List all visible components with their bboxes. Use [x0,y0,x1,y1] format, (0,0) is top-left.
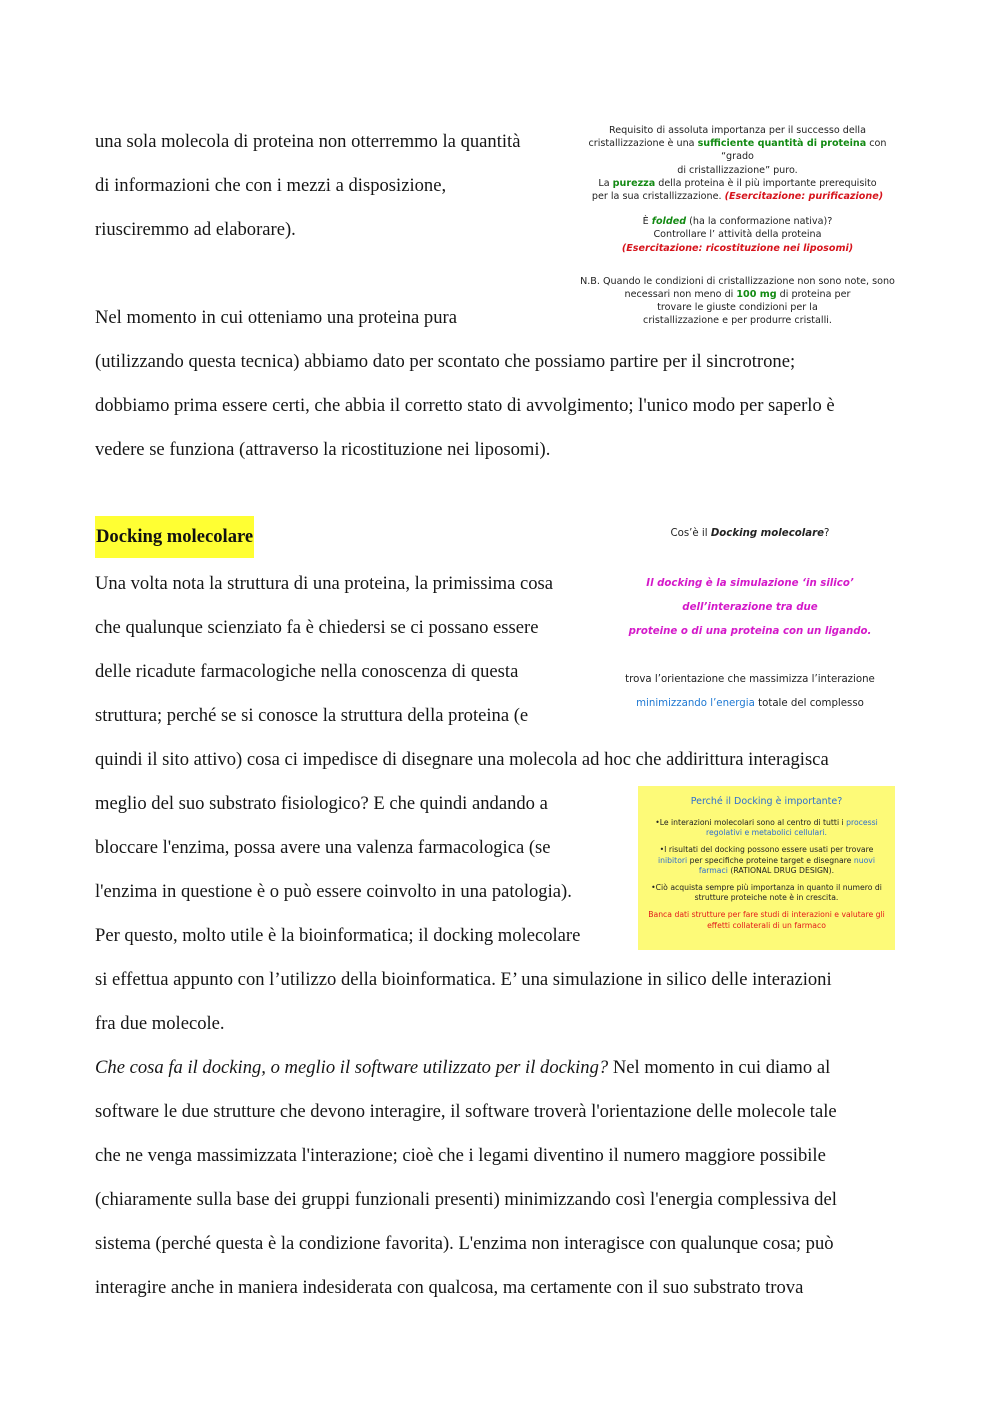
body-text-line: software le due strutture che devono interagire, il software troverà l'orientazione delle molecole tale [95,1101,837,1122]
note-line: trovare le giuste condizioni per la [657,302,818,314]
bullet-point [644,845,889,876]
note-line [580,177,895,190]
note-text: •I risultati del docking possono essere usati per trovare [659,845,874,855]
figure-title: Perché il Docking è importante? [690,796,843,807]
body-text-line: Per questo, molto utile è la bioinformatica; il docking molecolare [95,925,581,946]
body-text-line: delle ricadute farmacologiche nella conoscenza di questa [95,661,519,682]
note-highlight: inibitori [658,855,688,865]
note-text: •Le interazioni molecolari sono al centro di tutti i [655,818,847,827]
italic-question: Che cosa fa il docking, o meglio il software utilizzato per il docking? [95,1057,609,1078]
bullet-point: Banca dati strutture per fare studi di interazioni e valutare gli effetti collaterali di un farmaco [648,910,885,930]
note-highlight: sufficiente quantità di proteina [697,138,867,150]
body-text-line: Una volta nota la struttura di una proteina, la primissima cosa [95,573,554,594]
note-text: (RATIONAL DRUG DESIGN). [727,865,835,875]
note-text: Il docking è la simulazione ‘in silico’ dell’interazione tra due [646,578,854,613]
note-text: (ha la conformazione nativa)? [686,216,833,228]
note-line: Controllare l’ attività della proteina [653,229,822,241]
note-exercise: (Esercitazione: ricostituzione nei liposomi) [621,242,854,254]
note-text: per la sua cristallizzazione. [591,191,725,203]
note-text: È [642,216,652,228]
note-text: proteine o di una proteina con un ligando. [628,626,872,637]
body-text-line: di informazioni che con i mezzi a disposizione, [95,175,447,196]
bullet-point [644,818,889,838]
note-line: N.B. Quando le condizioni di cristallizzazione non sono note, sono [580,275,895,287]
note-definition [600,572,900,644]
body-text: Nel momento in cui diamo al [608,1057,831,1078]
body-text-line: riusciremmo ad elaborare). [95,219,296,240]
body-text-line: (utilizzando questa tecnica) abbiamo dato per scontato che possiamo partire per il sincrotrone; [95,351,796,372]
note-highlight: minimizzando l’energia [636,698,755,709]
note-text: ? [824,528,830,539]
note-question [600,525,900,543]
body-text-line: (chiaramente sulla base dei gruppi funzionali presenti) minimizzando così l'energia complessiva del [95,1189,837,1210]
note-line [600,668,900,716]
note-line: cristallizzazione e per produrre cristalli. [643,315,832,327]
body-text-line: quindi il sito attivo) cosa ci impedisce di disegnare una molecola ad hoc che addirittura interagisca [95,749,829,770]
body-text-line: fra due molecole. [95,1013,225,1034]
note-text: Docking molecolare [710,528,825,539]
body-text-line: meglio del suo substrato fisiologico? E che quindi andando a [95,793,548,814]
body-text-line: che qualunque scienziato fa è chiedersi se ci possano essere [95,617,539,638]
note-highlight: nuovi farmaci [698,855,875,875]
note-line [580,288,895,301]
crystallization-note-figure [580,124,895,328]
note-line: Requisito di assoluta importanza per il successo della [609,125,866,136]
note-text: trova l’orientazione che massimizza l’interazione [625,674,875,685]
note-line [580,215,895,228]
note-text: cristallizzazione è una [588,138,698,150]
note-text: totale del complesso [754,698,864,709]
body-text-line [95,1057,830,1079]
body-text-line: l'enzima in questione è o può essere coinvolto in una patologia). [95,881,572,902]
body-text-line: vedere se funziona (attraverso la ricostituzione nei liposomi). [95,439,551,460]
body-text-line: bloccare l'enzima, possa avere una valenza farmacologica (se [95,837,551,858]
note-highlight: processi regolativi e metabolici cellulari. [706,818,878,838]
note-text: con “grado [721,138,887,163]
note-text: della proteina è il più importante prerequisito [655,177,877,189]
note-text: Cos’è il [670,528,711,539]
body-text-line: struttura; perché se si conosce la struttura della proteina (e [95,705,529,726]
body-text-line: una sola molecola di proteina non otterremmo la quantità [95,131,521,152]
note-line [580,137,895,163]
section-heading: Docking molecolare [95,516,254,558]
docking-importance-figure [638,786,895,950]
note-line: di cristallizzazione” puro. [677,164,798,176]
note-exercise: (Esercitazione: purificazione) [724,191,884,203]
note-highlight: 100 mg [736,289,777,301]
note-text: per specifiche proteine target e disegnare [687,855,854,865]
bullet-point: •Ciò acquista sempre più importanza in quanto il numero di strutture proteiche note è in crescita. [651,883,882,903]
note-text: necessari non meno di [624,289,737,301]
note-line [580,190,895,203]
note-highlight: folded [651,216,687,228]
note-text: La [598,177,613,189]
body-text-line: dobbiamo prima essere certi, che abbia il corretto stato di avvolgimento; l'unico modo per saperlo è [95,395,835,416]
body-text-line: si effettua appunto con l’utilizzo della bioinformatica. E’ una simulazione in silico delle interazioni [95,969,832,990]
docking-definition-figure [600,525,900,716]
body-text-line: interagire anche in maniera indesiderata con qualcosa, ma certamente con il suo substrato trova [95,1277,804,1298]
note-highlight: purezza [612,177,656,189]
body-text-line: Nel momento in cui otteniamo una proteina pura [95,307,457,328]
note-text: di proteina per [776,289,851,301]
body-text-line: che ne venga massimizzata l'interazione; cioè che i legami diventino il numero maggiore possibile [95,1145,826,1166]
body-text-line: sistema (perché questa è la condizione favorita). L'enzima non interagisce con qualunque cosa; può [95,1233,834,1254]
